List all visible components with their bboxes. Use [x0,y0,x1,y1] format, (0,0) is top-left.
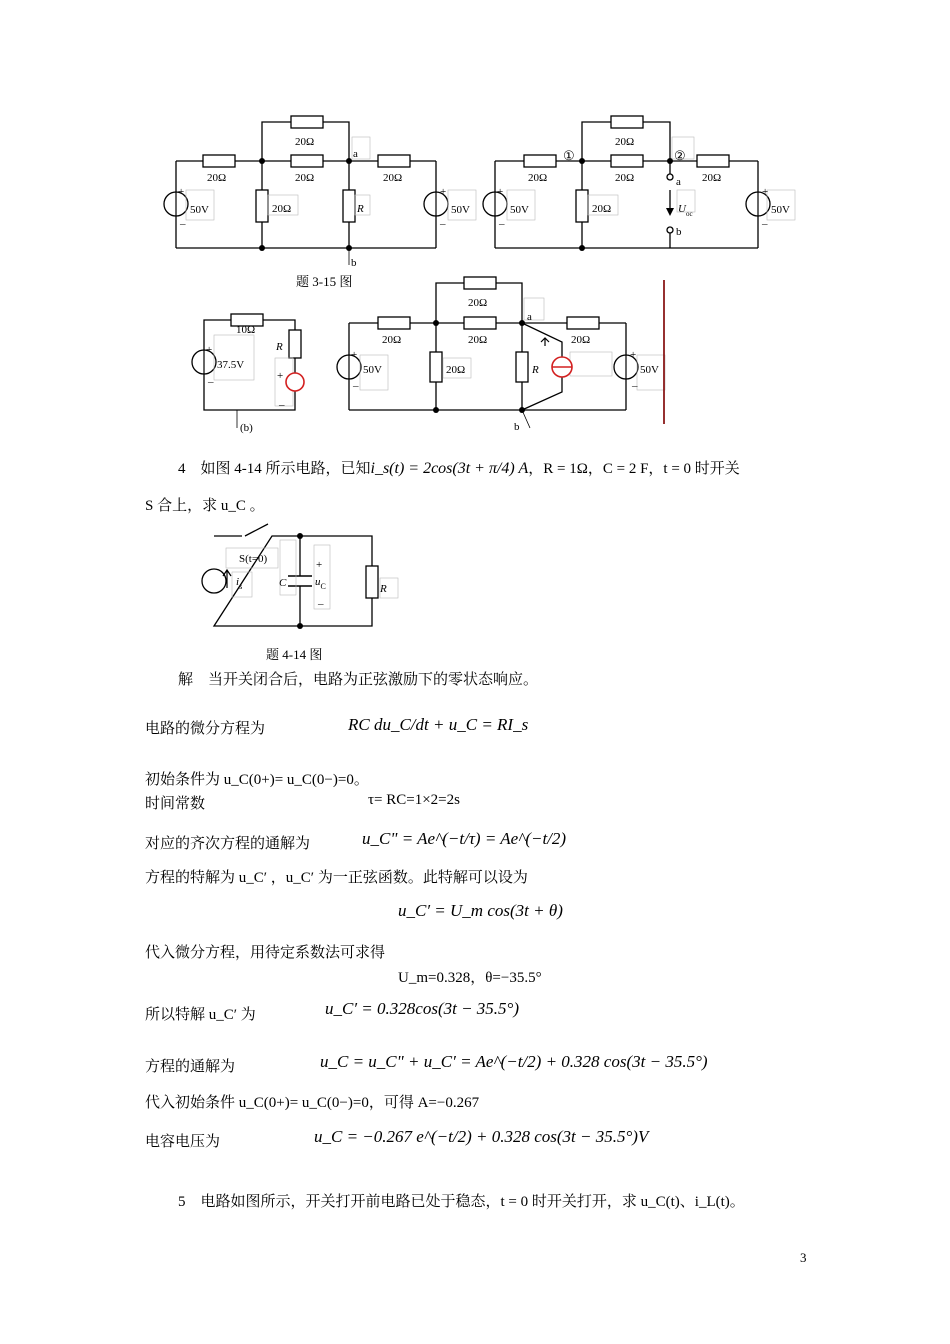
fig315l-left-resistor-label: 20Ω [207,172,227,184]
plus-sign: + [206,344,213,356]
fig315r-mid-resistor-label: 20Ω [615,172,635,184]
figc-right-source-label: 50V [640,364,659,376]
fig315l-right-source-label: 50V [451,204,470,216]
fig315r-node-b: b [676,226,682,238]
plus-sign: + [440,186,447,198]
fig-c-circuit [337,277,638,428]
fig414-res-label: R [380,583,387,595]
problem-4-formula: i_s(t) = 2cos(3t + π/4) A [370,460,529,477]
fig315l-right-resistor-label: 20Ω [383,172,403,184]
fig315r-node-a: a [676,176,681,188]
homogeneous-label: 对应的齐次方程的通解为 [145,836,311,852]
coefficient-values: U_m=0.328，θ=−35.5° [398,970,542,986]
fig315l-r-label: R [357,203,364,215]
minus-sign: _ [632,376,638,388]
fig315l-top-resistor-label: 20Ω [295,136,315,148]
time-constant-label: 时间常数 [145,796,206,812]
figc-node-b: b [514,421,520,433]
fig315l-vertical-resistor-label: 20Ω [272,203,292,215]
figc-node-a: a [527,311,532,323]
homogeneous-eq: u_C" = Ae^(−t/τ) = Ae^(−t/2) [362,829,567,848]
diff-eq-label: 电路的微分方程为 [145,721,266,737]
particular-intro: 方程的特解为 u_C′ ，u_C′ 为一正弦函数。此特解可以设为 [145,870,528,886]
solution-intro: 解 当开关闭合后，电路为正弦激励下的零状态响应。 [178,672,539,688]
fig315r-left-resistor-label: 20Ω [528,172,548,184]
capacitor-voltage-eq: u_C = −0.267 e^(−t/2) + 0.328 cos(3t − 35.5°)V [314,1127,649,1146]
fig414-is-label: $i_s$ [236,576,243,591]
problem-4-line2: S 合上，求 u_C 。 [145,498,265,514]
coefficient-method: 代入微分方程，用待定系数法可求得 [145,945,386,961]
fig414-uc-label: $u_C$ [315,576,326,591]
fig414-minus: _ [318,594,324,606]
fig315r-node-2: ② [674,148,686,163]
fig-3-15-caption: 题 3-15 图 [296,274,353,289]
fig315r-left-source-label: 50V [510,204,529,216]
figb-source-label: 37.5V [217,359,245,371]
figc-right-resistor-label: 20Ω [571,334,591,346]
fig315r-vertical-resistor-label: 20Ω [592,203,612,215]
time-constant-eq: τ= RC=1×2=2s [368,792,460,808]
particular-form-eq: u_C′ = U_m cos(3t + θ) [398,901,563,920]
problem-5: 5 电路如图所示，开关打开前电路已处于稳态，t = 0 时开关打开，求 u_C(t)、i_L(t)。 [178,1194,745,1210]
fig414-plus: + [316,559,323,571]
minus-sign: _ [440,214,446,226]
plus-sign: + [497,186,504,198]
plus-sign: + [630,349,637,361]
diff-eq: RC du_C/dt + u_C = RI_s [348,715,529,734]
particular-eq: u_C′ = 0.328cos(3t − 35.5°) [325,999,520,1018]
figb-resistor-label: 10Ω [236,324,256,336]
plus-sign: + [351,349,358,361]
figb-caption: (b) [240,422,253,434]
general-label: 方程的通解为 [145,1059,236,1075]
minus-sign: _ [353,376,359,388]
figb-plus: + [277,370,284,382]
fig315r-node-1: ① [563,148,575,163]
figc-left-source-label: 50V [363,364,382,376]
fig414-cap-label: C [279,577,287,589]
general-eq: u_C = u_C" + u_C′ = Ae^(−t/2) + 0.328 cos(3t − 35.5°) [320,1052,708,1071]
particular-label: 所以特解 u_C′ 为 [145,1007,256,1023]
fig-4-14-caption: 题 4-14 图 [266,647,323,662]
minus-sign: _ [180,214,186,226]
fig-4-14-circuit [202,524,378,626]
figc-vertical-resistor-label: 20Ω [446,364,466,376]
fig414-switch-label: S(t=0) [239,553,268,565]
fig315l-left-source-label: 50V [190,204,209,216]
figc-mid-resistor-label: 20Ω [468,334,488,346]
fig315l-node-b: b [351,257,357,269]
minus-sign: _ [208,372,214,384]
fig315l-mid-resistor-label: 20Ω [295,172,315,184]
figb-minus: _ [279,395,285,407]
initial-substitution: 代入初始条件 u_C(0+)= u_C(0−)=0，可得 A=−0.267 [145,1095,480,1111]
fig315r-right-resistor-label: 20Ω [702,172,722,184]
figb-r-label: R [276,341,283,353]
fig315r-uoc-label: $U_{oc}$ [678,203,693,218]
capacitor-voltage-label: 电容电压为 [145,1134,221,1150]
fig315r-right-source-label: 50V [771,204,790,216]
minus-sign: _ [762,214,768,226]
initial-condition: 初始条件为 u_C(0+)= u_C(0−)=0。 [145,772,369,788]
plus-sign: + [762,186,769,198]
fig315r-top-resistor-label: 20Ω [615,136,635,148]
minus-sign: _ [499,214,505,226]
figc-top-resistor-label: 20Ω [468,297,488,309]
figc-r-label: R [532,364,539,376]
fig315l-node-a: a [353,148,358,160]
problem-4-line1: 4 如图 4-14 所示电路，已知i_s(t) = 2cos(3t + π/4) A，R = 1Ω，C = 2 F，t = 0 时开关 [178,460,740,477]
plus-sign: + [178,186,185,198]
page-number: 3 [800,1250,807,1265]
figc-left-resistor-label: 20Ω [382,334,402,346]
